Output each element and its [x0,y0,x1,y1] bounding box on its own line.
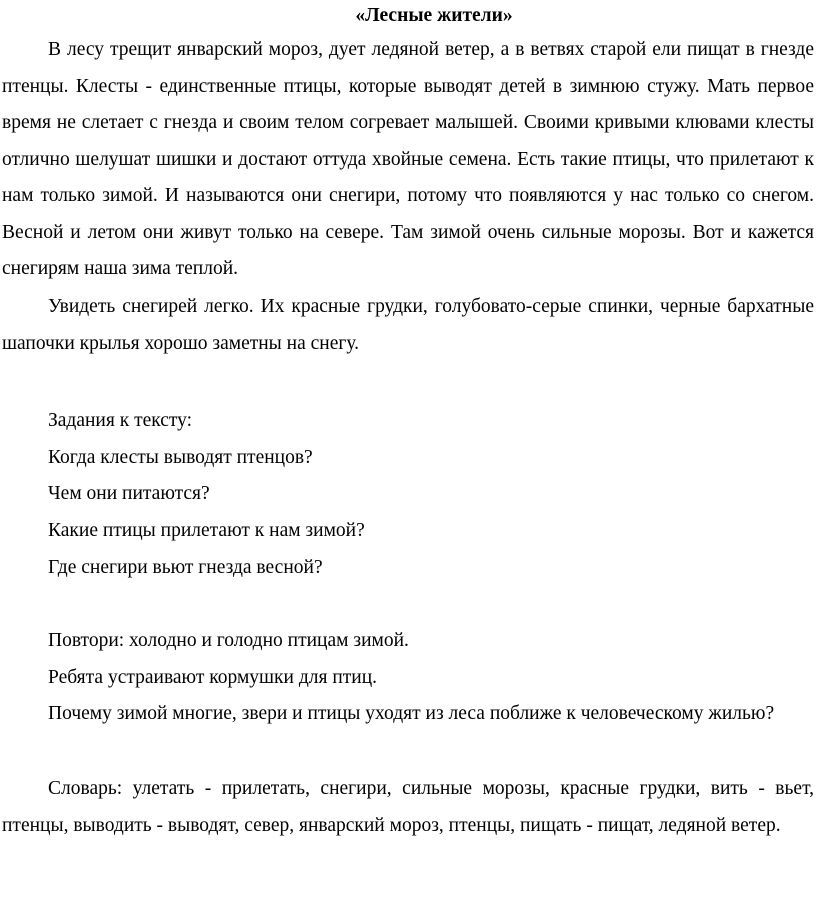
question-4: Где снегири вьют гнезда весной? [48,557,323,578]
tasks-heading: Задания к тексту: [48,410,193,431]
feeders-line: Ребята устраивают кормушки для птиц. [48,667,378,688]
question-2: Чем они питаются? [48,483,210,504]
paragraph-bullfinches: Увидеть снегирей легко. Их красные грудки, голубовато-серые спинки, черные бархатные шапочки крылья хорошо заметны на снегу. [2,296,814,354]
vocabulary: Словарь: улетать - прилетать, снегири, сильные морозы, красные грудки, вить - вьет, птенцы, выводить - выводят, север, январский мороз, птенцы, пищать - пищат, ледяной ветер. [2,778,814,836]
why-question: Почему зимой многие, звери и птицы уходят из леса поближе к человеческому жилью? [48,703,775,724]
repeat-line: Повтори: холодно и голодно птицам зимой. [48,630,409,651]
paragraph-crossbills: В лесу трещит январский мороз, дует ледяной ветер, а в ветвях старой ели пищат в гнезде птенцы. Клесты - единственные птицы, которые выводят детей в зимнюю стужу. Мать первое время не слетает с гнезда и своим телом согревает малышей. Своими кривыми клювами клесты отлично шелушат шишки и достают оттуда хвойные семена. Есть такие птицы, что прилетают к нам только зимой. И называются они снегири, потому что появляются у нас только со снегом. Весной и летом они живут только на севере. Там зимой очень сильные морозы. Вот и кажется снегирям наша зима теплой. [2,39,814,279]
question-3: Какие птицы прилетают к нам зимой? [48,520,365,541]
question-1: Когда клесты выводят птенцов? [48,447,313,468]
document-title: «Лесные жители» [355,5,513,26]
